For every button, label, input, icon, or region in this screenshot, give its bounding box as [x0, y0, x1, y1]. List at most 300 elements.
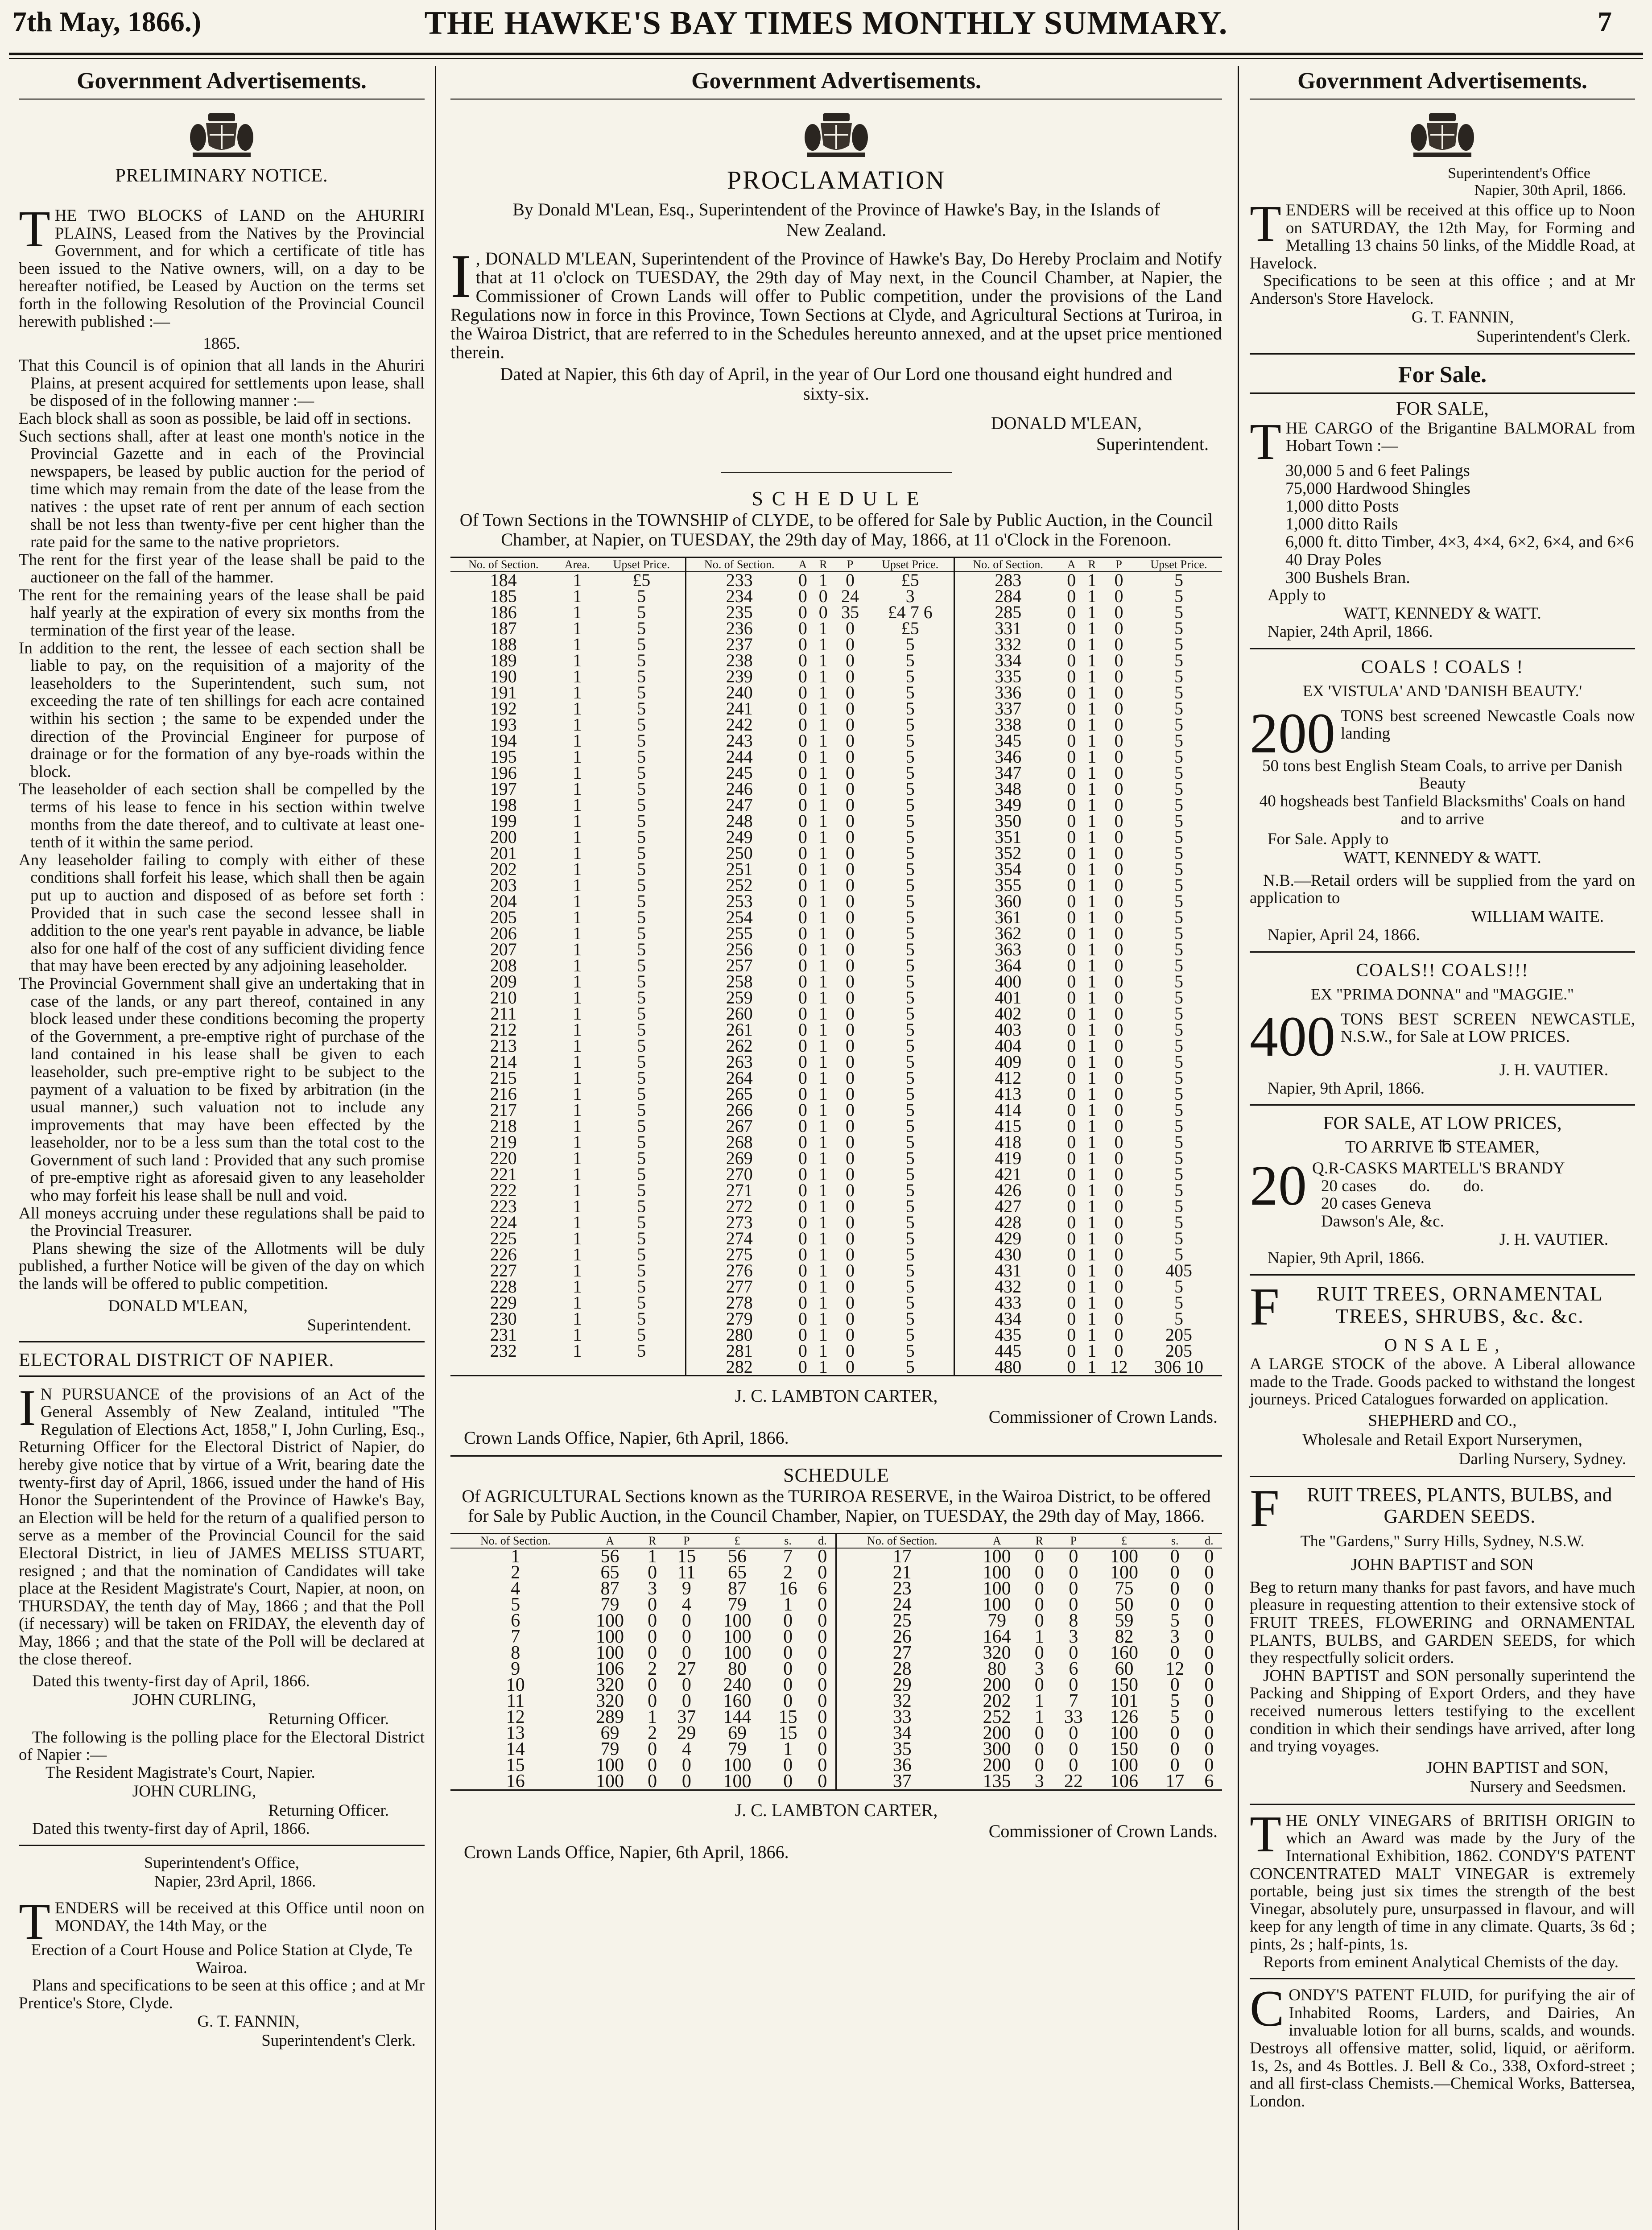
table-cell: 0 [1067, 971, 1076, 991]
signature: G. T. FANNIN, [197, 2012, 300, 2031]
table-cell: 260 [686, 1006, 793, 1022]
table-cell: 0 [798, 795, 807, 815]
table-cell: 5 [905, 682, 915, 702]
table-cell: 0 [1114, 875, 1123, 895]
table-cell: 272 [686, 1198, 793, 1214]
table-cell: 0 [1034, 1755, 1044, 1776]
table-cell: 5 [905, 1052, 915, 1072]
table-cell: 0 [798, 1196, 807, 1216]
table-cell: 445 [954, 1343, 1061, 1359]
resolution-paragraph: Each block shall as soon as possible, be laid off in sections. [19, 409, 411, 428]
table-cell: 214 [490, 1052, 517, 1072]
table-cell: 8 [511, 1643, 520, 1663]
separator [450, 1455, 1222, 1457]
table-cell: 0 [1034, 1562, 1044, 1583]
tender-plans: Plans and specifications to be seen at this office ; and at Mr Prentice's Store, Clyde. [19, 1976, 425, 2012]
col-header: R [1082, 558, 1102, 572]
table-cell: 0 [818, 602, 828, 622]
table-cell: 427 [954, 1198, 1061, 1214]
ad-subtitle: The "Gardens," Surry Hills, Sydney, N.S.W. [1300, 1532, 1585, 1550]
table-cell: 185 [490, 586, 517, 606]
table-cell: 0 [846, 1180, 855, 1200]
masthead-rule [9, 53, 1643, 55]
table-cell: 0 [798, 779, 807, 799]
table-cell: 0 [1114, 586, 1123, 606]
table-row [450, 1070, 1222, 1086]
table-cell: 0 [1204, 1611, 1214, 1631]
table-cell: 1 [573, 650, 582, 670]
table-cell: 1 [818, 795, 828, 815]
table-cell: 75 [1115, 1578, 1134, 1599]
table-cell: 1 [573, 987, 582, 1008]
table-cell: 0 [1114, 1228, 1123, 1248]
table-cell: 1 [1087, 682, 1097, 702]
table-cell: 0 [798, 682, 807, 702]
table-cell: 9 [681, 1578, 691, 1599]
resolution-paragraphs [19, 357, 425, 1240]
table-cell: 435 [954, 1327, 1061, 1343]
table-cell: 1 [573, 1052, 582, 1072]
table-cell: 14 [506, 1739, 525, 1759]
table-cell: 0 [846, 1020, 855, 1040]
table-cell: 0 [1114, 747, 1123, 767]
table-cell: 222 [490, 1180, 517, 1200]
table-row [450, 1231, 1222, 1247]
table-cell: 348 [954, 781, 1061, 797]
table-cell: 35 [841, 602, 859, 622]
table-cell: 263 [686, 1054, 793, 1070]
table-cell: 0 [648, 1691, 657, 1711]
table-cell: 0 [1067, 763, 1076, 783]
table-cell: 5 [905, 1228, 915, 1248]
table-cell: 430 [954, 1247, 1061, 1263]
table-cell: 0 [846, 1148, 855, 1168]
table-cell: 1 [1087, 923, 1097, 943]
table-cell: 0 [1067, 1100, 1076, 1120]
table-cell: 256 [686, 942, 793, 958]
table-cell: 4 [681, 1594, 691, 1615]
table-cell: 0 [798, 1357, 807, 1377]
table-cell: 0 [846, 698, 855, 719]
table-cell: 0 [1114, 698, 1123, 719]
section-header: Government Advertisements. [19, 68, 425, 100]
polling-notice: The following is the polling place for the Electoral District of Napier :— [19, 1728, 425, 1764]
table-cell: 5 [905, 1116, 915, 1136]
table-cell: 0 [798, 939, 807, 959]
table-cell: 0 [1069, 1562, 1078, 1583]
table-cell: 0 [783, 1643, 793, 1663]
table-cell: 1 [1087, 971, 1097, 991]
table-cell: 1 [818, 1148, 828, 1168]
table-row [450, 1343, 1222, 1359]
table-cell: 1 [573, 682, 582, 702]
signature: J. C. LAMBTON CARTER, [735, 1800, 938, 1820]
table-cell: 0 [783, 1755, 793, 1776]
table-row [450, 1166, 1222, 1182]
table-cell: 270 [686, 1166, 793, 1182]
table-cell: 432 [954, 1279, 1061, 1295]
table-cell: 0 [1114, 1084, 1123, 1104]
table-cell: 415 [954, 1118, 1061, 1134]
schedule-title: S C H E D U L E [752, 487, 921, 510]
table-cell: 1 [818, 1244, 828, 1264]
table-cell: 5 [1170, 1611, 1180, 1631]
table-cell: 1 [818, 698, 828, 719]
resolution-paragraph: That this Council is of opinion that all lands in the Ahuriri Plains, at present acquired for settlements upon lease, shall be disposed of in the following manner :— [19, 356, 425, 410]
table-cell: 0 [1067, 1084, 1076, 1104]
table-cell: 0 [1067, 875, 1076, 895]
table-cell: 0 [846, 1084, 855, 1104]
table-cell: £5 [901, 570, 919, 590]
table-cell: 1 [1087, 586, 1097, 606]
table-cell: 421 [954, 1166, 1061, 1182]
table-cell: 0 [648, 1755, 657, 1776]
table-cell: 0 [818, 1611, 827, 1631]
table-cell: 0 [1034, 1546, 1044, 1567]
ad-body: 20 Q.R-CASKS MARTELL'S BRANDY [1250, 1154, 1565, 1218]
table-cell: 16 [778, 1578, 797, 1599]
schedule-title: SCHEDULE [783, 1464, 889, 1486]
ad-subtitle: TO ARRIVE ℔ STEAMER, [1345, 1138, 1540, 1157]
table-cell: 5 [905, 1068, 915, 1088]
table-row [450, 1150, 1222, 1166]
table-cell: 5 [905, 843, 915, 863]
table-cell: 5 [905, 955, 915, 975]
table-cell: 331 [954, 620, 1061, 636]
table-cell: 5 [905, 971, 915, 991]
signature-title: Superintendent's Clerk. [1476, 327, 1631, 346]
table-cell: 5 [1174, 843, 1183, 863]
table-cell: 1 [1087, 827, 1097, 847]
table-cell: £5 [901, 618, 919, 638]
table-cell: 0 [783, 1611, 793, 1631]
table-cell: 349 [954, 797, 1061, 813]
table-cell: 5 [1174, 875, 1183, 895]
table-cell: 429 [954, 1231, 1061, 1247]
table-cell: 0 [1114, 939, 1123, 959]
table-cell: 5 [637, 1100, 646, 1120]
table-cell: 0 [818, 1723, 827, 1743]
column-left [9, 66, 433, 2230]
table-cell [598, 1359, 686, 1375]
ad-subtitle: EX 'VISTULA' AND 'DANISH BEAUTY.' [1302, 681, 1582, 700]
table-cell: 0 [1067, 618, 1076, 638]
table-row [450, 1054, 1222, 1070]
table-cell: 5 [637, 1276, 646, 1297]
table-cell: 1 [818, 666, 828, 686]
table-cell: 100 [723, 1627, 752, 1647]
table-cell: 212 [490, 1020, 517, 1040]
table-cell: 0 [1067, 1132, 1076, 1152]
table-cell: 1 [1087, 1309, 1097, 1329]
table-row [450, 1118, 1222, 1134]
table-cell: 1 [818, 859, 828, 879]
table-cell: 200 [983, 1723, 1011, 1743]
ad-date: Napier, 24th April, 1866. [1268, 623, 1433, 641]
table-cell: 17 [836, 1548, 967, 1565]
table-cell: 1 [573, 955, 582, 975]
table-cell: 0 [846, 1004, 855, 1024]
table-cell: 419 [954, 1150, 1061, 1166]
table-cell: 17 [1165, 1771, 1185, 1792]
table-cell: 5 [637, 1244, 646, 1264]
table-cell: 189 [490, 650, 517, 670]
proclamation-title: PROCLAMATION [727, 165, 946, 194]
table-cell: 5 [1174, 827, 1183, 847]
table-cell: 1 [573, 763, 582, 783]
table-cell: 0 [846, 875, 855, 895]
table-cell: 418 [954, 1134, 1061, 1150]
table-cell: 200 [490, 827, 517, 847]
table-cell: 285 [954, 604, 1061, 620]
table-cell: 0 [1114, 763, 1123, 783]
table-cell: 15 [506, 1755, 525, 1776]
table-cell: 1 [573, 714, 582, 735]
cargo-item: 40 Dray Poles [1285, 550, 1382, 569]
table-cell: 0 [846, 1164, 855, 1184]
table-cell: 0 [648, 1771, 657, 1792]
table-cell: 0 [1204, 1691, 1214, 1711]
schedule-turiroa-table [450, 1534, 1222, 1792]
col-header: A [967, 1534, 1026, 1548]
table-cell: 5 [905, 1325, 915, 1345]
table-row [450, 1581, 1222, 1597]
table-cell: 412 [954, 1070, 1061, 1086]
table-cell: 150 [1110, 1739, 1139, 1759]
table-cell: 351 [954, 829, 1061, 845]
col-header: s. [1154, 1534, 1196, 1548]
table-row [450, 942, 1222, 958]
table-cell: 5 [637, 1004, 646, 1024]
table-cell: 0 [798, 1244, 807, 1264]
table-cell: 4 [511, 1578, 520, 1599]
ad-date: Napier, April 24, 1866. [1268, 925, 1420, 944]
table-cell: 1 [818, 811, 828, 831]
table-cell: 5 [637, 1132, 646, 1152]
table-cell: 5 [1174, 955, 1183, 975]
table-cell: 0 [1067, 1309, 1076, 1329]
table-cell: 33 [1064, 1707, 1083, 1727]
table-cell: 0 [846, 1341, 855, 1361]
cargo-item: 1,000 ditto Rails [1285, 514, 1398, 533]
table-cell: 194 [490, 731, 517, 751]
table-row [450, 1134, 1222, 1150]
proclamation-body: I , DONALD M'LEAN, Superintendent of the Province of Hawke's Bay, Do Hereby Proclaim and Notify that at 11 o'clock on TUESDAY, the 29th day of May next, in the Council Chamber, at Napier, the Commissioner of Crown Lands will offer to Public competition, under the provisions of the Land Regulations now in force in this Province, Town Sections at Clyde, and Agricultural Sections at Turiroa, in the Wairoa District, that are referred to in the Schedules hereunto annexed, and at the upset price mentioned therein. [450, 242, 1222, 362]
table-cell: 426 [954, 1182, 1061, 1198]
col-header: £ [1094, 1534, 1153, 1548]
table-cell: 360 [954, 893, 1061, 909]
table-cell: 100 [983, 1546, 1011, 1567]
table-row [450, 1295, 1222, 1311]
proclamation-by: By Donald M'Lean, Esq., Superintendent of the Province of Hawke's Bay, in the Islands of New Zealand. [512, 199, 1160, 240]
table-cell: 0 [1204, 1723, 1214, 1743]
col-header: No. of Section. [836, 1534, 967, 1548]
table-cell: 1 [1087, 1180, 1097, 1200]
table-cell: 5 [637, 1020, 646, 1040]
table-cell: 0 [1067, 731, 1076, 751]
table-cell: 5 [905, 1276, 915, 1297]
table-row [450, 797, 1222, 813]
table-cell: 0 [798, 843, 807, 863]
separator [721, 472, 952, 473]
table-cell: 7 [511, 1627, 520, 1647]
table-cell: 0 [1204, 1643, 1214, 1663]
table-cell: 164 [983, 1627, 1011, 1647]
table-row [450, 652, 1222, 669]
table-cell: 1 [818, 1309, 828, 1329]
table-row [450, 733, 1222, 749]
cargo-list [1250, 462, 1635, 586]
table-cell: 228 [490, 1276, 517, 1297]
table-cell: 1 [573, 1180, 582, 1200]
table-cell: 5 [905, 923, 915, 943]
table-cell: 246 [686, 781, 793, 797]
table-cell: 188 [490, 634, 517, 654]
table-cell: 0 [798, 747, 807, 767]
table-row [450, 845, 1222, 861]
table-cell: 0 [1170, 1594, 1180, 1615]
table-cell: 1 [1087, 1084, 1097, 1104]
table-row [450, 1613, 1222, 1629]
table-cell: 5 [637, 1084, 646, 1104]
table-cell: 350 [954, 813, 1061, 829]
table-cell: 1 [573, 1341, 582, 1361]
table-cell: 15 [778, 1707, 797, 1727]
table-cell: 2 [648, 1723, 657, 1743]
section-header: Government Advertisements. [1250, 68, 1635, 100]
table-cell: 0 [1034, 1594, 1044, 1615]
table-cell: 0 [1067, 1148, 1076, 1168]
table-cell: 1 [1087, 1036, 1097, 1056]
table-cell: 257 [686, 958, 793, 974]
table-cell: 1 [1087, 666, 1097, 686]
signature: J. H. VAUTIER. [1499, 1061, 1608, 1079]
table-cell: 0 [798, 618, 807, 638]
table-cell: 1 [1087, 1148, 1097, 1168]
table-cell: 3 [905, 586, 915, 606]
table-cell: 235 [686, 604, 793, 620]
table-cell: 5 [637, 1116, 646, 1136]
table-cell: 0 [798, 1180, 807, 1200]
table-cell: 1 [818, 1325, 828, 1345]
table-cell: 7 [783, 1546, 793, 1567]
table-cell: 1 [818, 650, 828, 670]
table-cell: 0 [798, 811, 807, 831]
table-cell [557, 1359, 598, 1375]
table-cell: 0 [1034, 1675, 1044, 1695]
table-cell: 1 [573, 1309, 582, 1329]
table-cell: 0 [1114, 1180, 1123, 1200]
table-cell: 1 [1087, 714, 1097, 735]
table-cell: 0 [1204, 1739, 1214, 1759]
table-cell: 0 [1067, 1244, 1076, 1264]
table-cell: 5 [1174, 1084, 1183, 1104]
table-cell: 2 [511, 1562, 520, 1583]
table-cell: 207 [490, 939, 517, 959]
table-cell: 241 [686, 701, 793, 717]
table-row [450, 974, 1222, 990]
signature-title: Superintendent's Clerk. [261, 2032, 416, 2050]
table-cell: 218 [490, 1116, 517, 1136]
table-cell: 5 [905, 1341, 915, 1361]
table-cell: 3 [1069, 1627, 1078, 1647]
table-cell: 0 [1114, 955, 1123, 975]
table-cell: 28 [836, 1661, 967, 1677]
table-cell: 283 [954, 572, 1061, 588]
table-cell: 0 [1067, 586, 1076, 606]
table-cell: 0 [1067, 939, 1076, 959]
table-cell: 0 [798, 1228, 807, 1248]
table-cell: 0 [1114, 811, 1123, 831]
table-cell: 209 [490, 971, 517, 991]
tender-specs: Specifications to be seen at this office ; and at Mr Anderson's Store Havelock. [1250, 272, 1635, 308]
ad-note: N.B.—Retail orders will be supplied from the yard on application to [1250, 871, 1635, 908]
table-cell: 203 [490, 875, 517, 895]
table-cell: 0 [1114, 907, 1123, 927]
table-cell: 0 [648, 1675, 657, 1695]
table-cell: 0 [1067, 923, 1076, 943]
table-cell: 0 [798, 891, 807, 911]
table-row [450, 1038, 1222, 1054]
table-row [450, 685, 1222, 701]
table-cell: 215 [490, 1068, 517, 1088]
table-cell: 1 [1087, 763, 1097, 783]
table-cell: 247 [686, 797, 793, 813]
table-cell: 1 [573, 586, 582, 606]
ad-line: 20 cases do. do. [1321, 1177, 1484, 1195]
table-cell: 0 [1114, 1052, 1123, 1072]
table-cell: 5 [637, 987, 646, 1008]
table-cell: 273 [686, 1214, 793, 1231]
table-cell: 56 [727, 1546, 747, 1567]
table-cell: 5 [1174, 747, 1183, 767]
table-cell: 0 [798, 1004, 807, 1024]
table-cell: 0 [798, 1052, 807, 1072]
table-cell: 0 [1067, 747, 1076, 767]
signature: DONALD M'LEAN, [991, 413, 1142, 433]
table-cell: 279 [686, 1311, 793, 1327]
table-cell: 1 [1087, 731, 1097, 751]
table-cell: 361 [954, 909, 1061, 925]
table-cell: 1 [648, 1707, 657, 1727]
table-cell: 5 [1174, 795, 1183, 815]
table-cell: 100 [596, 1611, 624, 1631]
table-cell: 0 [1067, 1068, 1076, 1088]
table-cell: 1 [1087, 1052, 1097, 1072]
table-cell: 243 [686, 733, 793, 749]
table-cell: 5 [905, 650, 915, 670]
table-cell: 354 [954, 861, 1061, 877]
table-cell: 254 [686, 909, 793, 925]
table-cell: 1 [1087, 1004, 1097, 1024]
table-cell: 0 [1114, 1068, 1123, 1088]
table-cell: 1 [573, 795, 582, 815]
table-cell: 1 [818, 827, 828, 847]
resolution-paragraph: The rent for the first year of the lease shall be paid to the auctioneer on the fall of the hammer. [19, 550, 425, 587]
table-cell: 277 [686, 1279, 793, 1295]
table-row [450, 1693, 1222, 1709]
table-cell: 0 [1114, 1148, 1123, 1168]
table-cell: 5 [905, 1132, 915, 1152]
table-cell: 1 [818, 1004, 828, 1024]
table-cell: 0 [846, 955, 855, 975]
table-cell: 1 [818, 634, 828, 654]
table-cell: 400 [954, 974, 1061, 990]
table-cell: 0 [1069, 1643, 1078, 1663]
table-cell: 1 [573, 1020, 582, 1040]
table-cell: 0 [846, 779, 855, 799]
table-cell: 100 [723, 1611, 752, 1631]
